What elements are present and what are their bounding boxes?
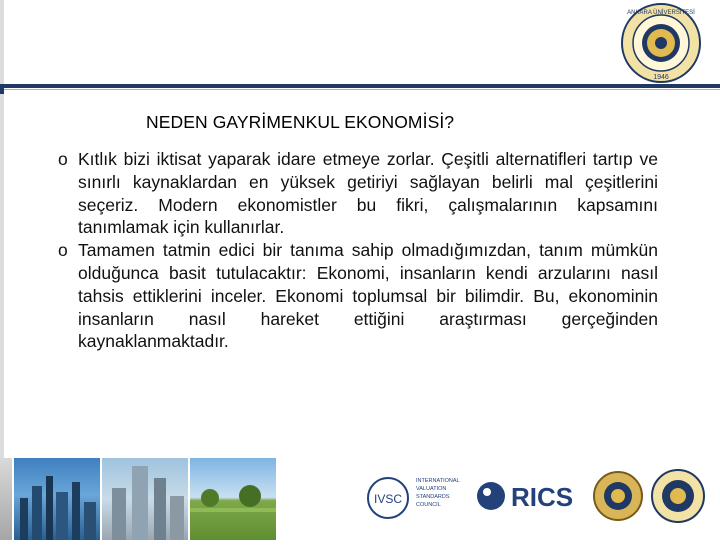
ivsc-line-3: STANDARDS (416, 494, 450, 500)
slide-title: NEDEN GAYRİMENKUL EKONOMİSİ? (146, 112, 455, 132)
footer-gray-tile (0, 458, 12, 540)
gold-seal-logo (594, 472, 642, 520)
ivsc-line-1: INTERNATIONAL (416, 478, 460, 484)
bullet-item (58, 239, 658, 353)
left-accent-marker (0, 84, 4, 94)
ivsc-line-4: COUNCIL (416, 502, 441, 508)
city-skyline-image (14, 458, 100, 540)
header-subrule (0, 89, 720, 90)
rics-lion-icon (477, 482, 505, 510)
bullet-marker: o (58, 240, 68, 261)
field-landscape-image (190, 458, 276, 540)
seal-text: ANKARA ÜNİVERSİTESİ (627, 10, 695, 16)
seal-year: 1946 (653, 74, 669, 81)
ivsc-line-2: VALUATION (416, 486, 447, 492)
bullet-text: Tamamen tatmin edici bir tanıma sahip olmadığımızdan, tanım mümkün olduğunca basit tutulacaktır: Ekonomi, insanların kendi arzularını nasıl tahsis ettiklerini inceler. Ekonomi toplumsal bir bilimdir. Bu, ekonominin insanların nasıl hareket ettiğini araştırması gerçeğinden kaynaklanmaktadır. (78, 240, 658, 352)
tower-image (102, 458, 188, 540)
bullet-text: Kıtlık bizi iktisat yaparak idare etmeye zorlar. Çeşitli alternatifleri tartıp ve sınırlı kaynaklardan en yüksek getiriyi sağlayan belirli mal çeşitlerini seçeriz. Modern ekonomistler bu fikri, çalışmalarının kapsamını tanımlamak için kullanırlar. (78, 149, 658, 238)
header-rule (0, 84, 720, 88)
slide-body (58, 148, 658, 353)
rics-logo-text: RICS (511, 482, 574, 512)
university-seal-small-logo (652, 470, 704, 522)
university-seal-logo (620, 2, 702, 84)
ivsc-logo-text: IVSC (373, 492, 403, 506)
bullet-item (58, 148, 658, 239)
partner-logos-strip (278, 458, 720, 540)
bullet-marker: o (58, 149, 68, 169)
